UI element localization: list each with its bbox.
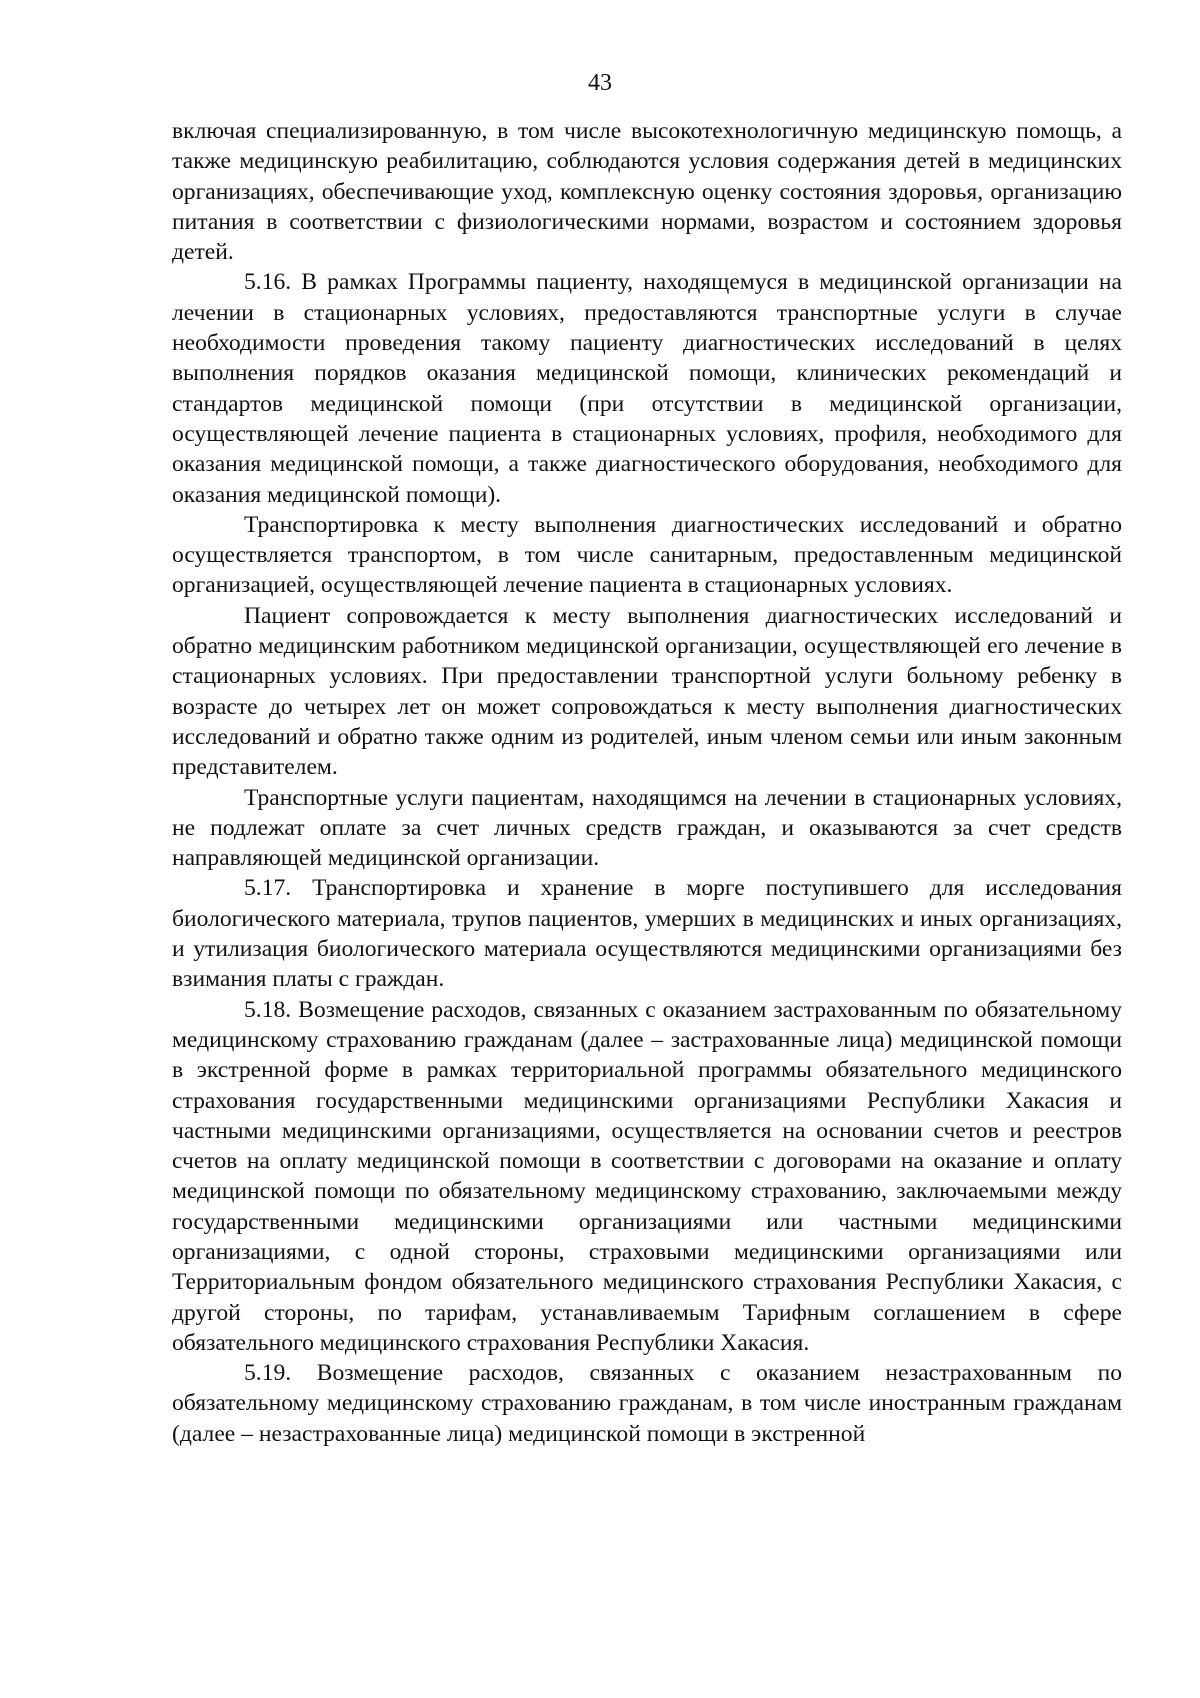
- paragraph-escort: Пациент сопровождается к месту выполнения диагностических исследований и обратно медицинским работником медицинской организации, осуществляющей его лечение в стационарных условиях. При предоставлении транспортной услуги больному ребенку в возрасте до четырех лет он может сопровождаться к месту выполнения диагностических исследований и обратно также одним из родителей, иным членом семьи или иным законным представителем.: [172, 602, 1122, 781]
- document-body: [172, 116, 1122, 1449]
- paragraph-5-19: 5.19. Возмещение расходов, связанных с оказанием незастрахованным по обязательному медицинскому страхованию гражданам, в том числе иностранным гражданам (далее – незастрахованные лица) медицинской помощи в экстренной: [172, 1360, 1122, 1447]
- paragraph-continuation: включая специализированную, в том числе высокотехнологичную медицинскую помощь, а также медицинскую реабилитацию, соблюдаются условия содержания детей в медицинских организациях, обеспечивающие уход, комплексную оценку состояния здоровья, организацию питания в соответствии с физиологическими нормами, возрастом и состоянием здоровья детей.: [172, 118, 1122, 266]
- paragraph-5-17: 5.17. Транспортировка и хранение в морге поступившего для исследования биологического материала, трупов пациентов, умерших в медицинских и иных организациях, и утилизация биологического материала осуществляются медицинскими организациями без взимания платы с граждан.: [172, 875, 1122, 993]
- page-number: 43: [588, 70, 612, 96]
- paragraph-payment: Транспортные услуги пациентам, находящимся на лечении в стационарных условиях, не подлежат оплате за счет личных средств граждан, и оказываются за счет средств направляющей медицинской организации.: [172, 784, 1122, 872]
- paragraph-5-16: 5.16. В рамках Программы пациенту, находящемуся в медицинской организации на лечении в стационарных условиях, предоставляются транспортные услуги в случае необходимости проведения такому пациенту диагностических исследований в целях выполнения порядков оказания медицинской помощи, клинических рекомендаций и стандартов медицинской помощи (при отсутствии в медицинской организации, осуществляющей лечение пациента в стационарных условиях, профиля, необходимого для оказания медицинской помощи, а также диагностического оборудования, необходимого для оказания медицинской помощи).: [172, 269, 1122, 508]
- paragraph-5-18: 5.18. Возмещение расходов, связанных с оказанием застрахованным по обязательному медицинскому страхованию гражданам (далее – застрахованные лица) медицинской помощи в экстренной форме в рамках территориальной программы обязательного медицинского страхования государственными медицинскими организациями Республики Хакасия и частными медицинскими организациями, осуществляется на основании счетов и реестров счетов на оплату медицинской помощи в соответствии с договорами на оказание и оплату медицинской помощи по обязательному медицинскому страхованию, заключаемыми между государственными медицинскими организациями или частными медицинскими организациями, с одной стороны, страховыми медицинскими организациями или Территориальным фондом обязательного медицинского страхования Республики Хакасия, с другой стороны, по тарифам, устанавливаемым Тарифным соглашением в сфере обязательного медицинского страхования Республики Хакасия.: [172, 996, 1122, 1356]
- paragraph-transport: Транспортировка к месту выполнения диагностических исследований и обратно осуществляется транспортом, в том числе санитарным, предоставленным медицинской организацией, осуществляющей лечение пациента в стационарных условиях.: [172, 511, 1122, 599]
